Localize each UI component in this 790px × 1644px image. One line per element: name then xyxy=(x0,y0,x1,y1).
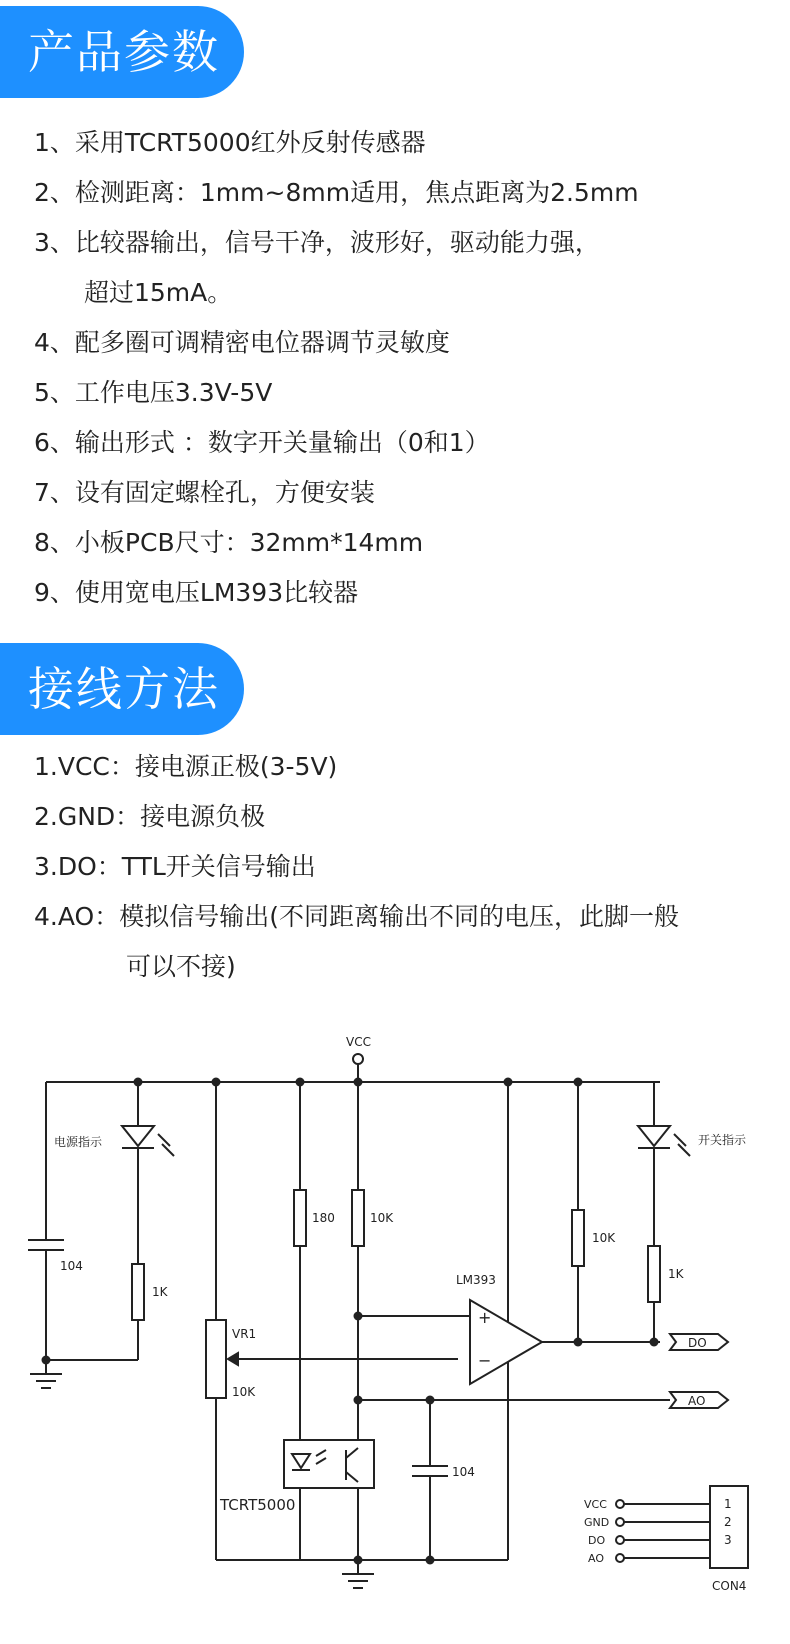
label-con-do: DO xyxy=(588,1534,606,1547)
section-title-params: 产品参数 xyxy=(28,25,220,79)
list-item: 4、配多圈可调精密电位器调节灵敏度 xyxy=(34,328,450,357)
list-item: 5、工作电压3.3V-5V xyxy=(34,378,273,407)
label-vr1: VR1 xyxy=(232,1327,257,1341)
label-c1: 104 xyxy=(60,1259,83,1273)
label-power-led: 电源指示 xyxy=(54,1135,103,1149)
label-tcrt5000: TCRT5000 xyxy=(220,1496,296,1514)
section-banner-wiring xyxy=(0,643,244,735)
list-item: 7、设有固定螺栓孔，方便安装 xyxy=(34,478,375,507)
label-pin2: 2 xyxy=(724,1515,732,1529)
list-item xyxy=(34,218,770,318)
section-title-wiring: 接线方法 xyxy=(28,662,220,716)
label-minus: − xyxy=(478,1351,492,1370)
label-lm393: LM393 xyxy=(456,1273,496,1287)
label-r10k: 10K xyxy=(370,1211,394,1225)
params-list xyxy=(34,118,770,618)
label-con4: CON4 xyxy=(712,1579,747,1593)
wiring-list xyxy=(34,742,770,992)
label-r-switch: 1K xyxy=(668,1267,684,1281)
label-vcc: VCC xyxy=(346,1035,371,1049)
list-item-text: 3、比较器输出，信号干净，波形好，驱动能力强， xyxy=(34,228,600,257)
label-pin1: 1 xyxy=(724,1497,732,1511)
label-con-ao: AO xyxy=(588,1552,604,1565)
list-item: 3.DO：TTL开关信号输出 xyxy=(34,852,316,881)
label-pin3: 3 xyxy=(724,1533,732,1547)
label-vr1-value: 10K xyxy=(232,1385,256,1399)
list-item-continuation: 可以不接) xyxy=(126,952,236,981)
list-item: 8、小板PCB尺寸：32mm*14mm xyxy=(34,528,424,557)
label-switch-led: 开关指示 xyxy=(698,1133,747,1147)
list-item-continuation: 超过15mA。 xyxy=(84,278,233,307)
circuit-schematic xyxy=(0,1020,790,1644)
label-do-tag: DO xyxy=(688,1336,707,1350)
list-item: 9、使用宽电压LM393比较器 xyxy=(34,578,359,607)
list-item-text: 4.AO：模拟信号输出(不同距离输出不同的电压，此脚一般 xyxy=(34,902,679,931)
label-r-led: 1K xyxy=(152,1285,168,1299)
list-item: 1、采用TCRT5000红外反射传感器 xyxy=(34,128,426,157)
label-con-vcc: VCC xyxy=(584,1498,607,1511)
label-ao-tag: AO xyxy=(688,1394,706,1408)
label-c2: 104 xyxy=(452,1465,475,1479)
label-plus: + xyxy=(478,1308,492,1327)
list-item: 6、输出形式 ：数字开关量输出（0和1） xyxy=(34,428,490,457)
label-con-gnd: GND xyxy=(584,1516,610,1529)
list-item: 1.VCC：接电源正极(3-5V) xyxy=(34,752,338,781)
list-item xyxy=(34,892,770,992)
label-r180: 180 xyxy=(312,1211,335,1225)
label-r-pullup: 10K xyxy=(592,1231,616,1245)
section-banner-params xyxy=(0,6,244,98)
list-item: 2、检测距离：1mm~8mm适用，焦点距离为2.5mm xyxy=(34,178,639,207)
list-item: 2.GND：接电源负极 xyxy=(34,802,266,831)
